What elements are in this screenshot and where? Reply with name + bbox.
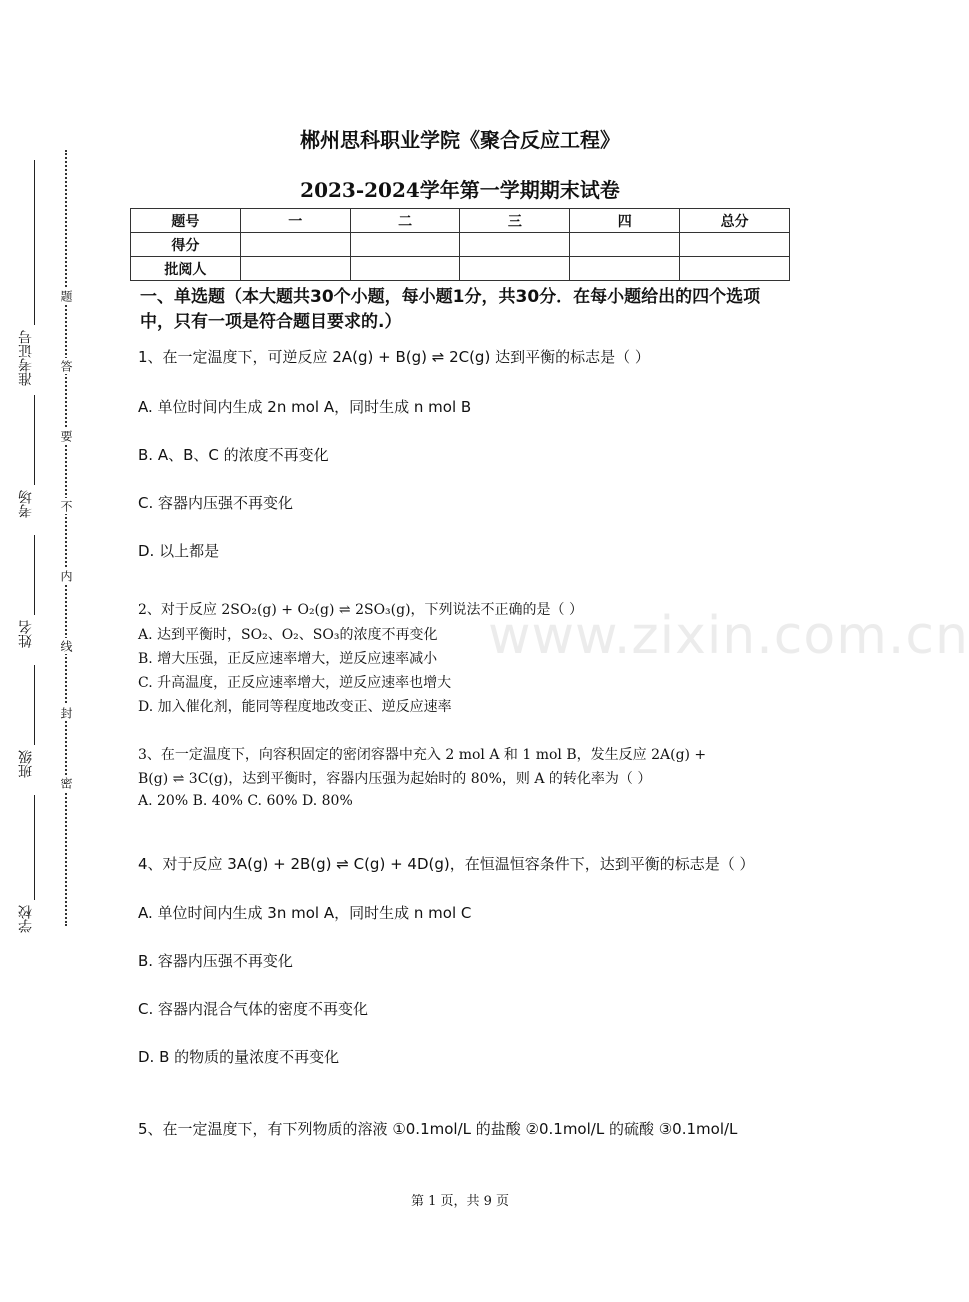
question-4-stem: 4、对于反应 3A(g) + 2B(g) ⇌ C(g) + 4D(g)，在恒温恒容条件下，达到平衡的标志是（ ） [138,855,755,873]
question-4-option-a: A. 单位时间内生成 3n mol A，同时生成 n mol C [138,904,472,922]
exam-title: 郴州思科职业学院《聚合反应工程》 [300,128,620,152]
seal-char: 答 [59,360,73,372]
score-cell [460,257,570,281]
seal-char: 要 [59,430,73,442]
score-cell [680,233,790,257]
question-2-stem: 2、对于反应 2SO₂(g) + O₂(g) ⇌ 2SO₃(g)，下列说法不正确的是（ ） [138,602,583,618]
seal-dotted-line [65,150,67,926]
question-2-option-c: C. 升高温度，正反应速率增大，逆反应速率也增大 [138,675,452,691]
score-table-row [131,233,790,257]
score-row-label: 批阅人 [131,257,241,281]
exam-subtitle: 2023-2024学年第一学期期末试卷 [300,178,620,202]
watermark: www.zixin.com.cn [488,606,969,666]
question-3-stem-line2: B(g) ⇌ 3C(g)，达到平衡时，容器内压强为起始时的 80%，则 A 的转化率为（ ） [138,771,652,787]
score-cell [680,257,790,281]
question-1-stem: 1、在一定温度下，可逆反应 2A(g) + B(g) ⇌ 2C(g) 达到平衡的标志是（ ） [138,348,650,366]
seal-char: 线 [59,640,73,652]
name-line [34,535,35,615]
score-cell [460,233,570,257]
question-1-option-c: C. 容器内压强不再变化 [138,494,294,512]
name-label: 姓名 [18,620,34,648]
section-heading: 一、单选题（本大题共30个小题，每小题1分，共30分．在每小题给出的四个选项中，只有一项是符合题目要求的.） [140,287,761,332]
seal-char: 封 [59,707,73,719]
question-1-option-b: B. A、B、C 的浓度不再变化 [138,446,329,464]
exam-room-line [34,395,35,485]
score-table-header: 题号 [131,209,241,233]
school-line [34,795,35,900]
exam-id-label: 准考证号 [18,330,34,386]
exam-room-label: 考场 [18,490,34,518]
score-cell [350,233,460,257]
score-table-header-row [131,209,790,233]
score-cell [240,233,350,257]
question-3-stem-line1: 3、在一定温度下，向容积固定的密闭容器中充入 2 mol A 和 1 mol B，发生反应 2A(g) + [138,747,707,763]
seal-char: 题 [59,290,73,302]
question-2-option-a: A. 达到平衡时，SO₂、O₂、SO₃的浓度不再变化 [138,627,438,643]
score-table-row [131,257,790,281]
question-4-option-c: C. 容器内混合气体的密度不再变化 [138,1000,369,1018]
score-table-header: 一 [240,209,350,233]
question-2-option-d: D. 加入催化剂，能同等程度地改变正、逆反应速率 [138,699,452,715]
score-table-header: 三 [460,209,570,233]
class-label: 班级 [18,750,34,778]
question-4-option-d: D. B 的物质的量浓度不再变化 [138,1048,340,1066]
question-2-option-b: B. 增大压强，正反应速率增大，逆反应速率减小 [138,651,438,667]
class-line [34,665,35,745]
score-cell [240,257,350,281]
school-label: 学校 [18,905,34,933]
question-1-option-d: D. 以上都是 [138,542,220,560]
seal-char: 密 [59,777,73,789]
score-table [130,208,790,281]
question-3-options: A. 20% B. 40% C. 60% D. 80% [138,793,353,809]
question-5-stem: 5、在一定温度下，有下列物质的溶液 ①0.1mol/L 的盐酸 ②0.1mol/L 的硫酸 ③0.1mol/L [138,1120,738,1138]
question-4-option-b: B. 容器内压强不再变化 [138,952,293,970]
score-cell [350,257,460,281]
seal-char: 不 [59,500,73,512]
score-table-header: 总分 [680,209,790,233]
score-cell [570,233,680,257]
question-1-option-a: A. 单位时间内生成 2n mol A，同时生成 n mol B [138,398,472,416]
score-table-header: 二 [350,209,460,233]
page-number: 第 1 页，共 9 页 [410,1194,510,1209]
score-row-label: 得分 [131,233,241,257]
seal-char: 内 [59,570,73,582]
score-table-header: 四 [570,209,680,233]
score-cell [570,257,680,281]
